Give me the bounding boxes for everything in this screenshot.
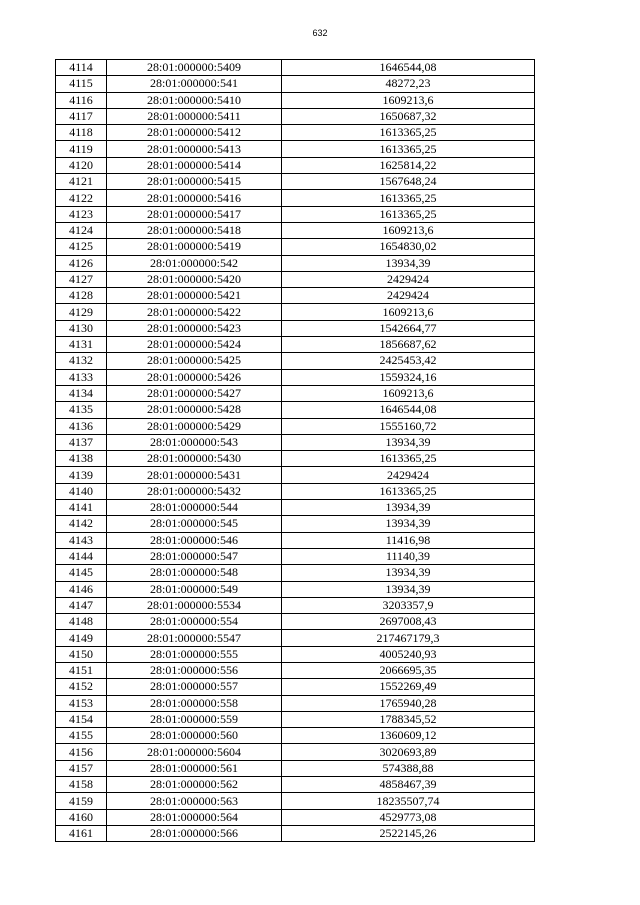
value-cell: 13934,39: [282, 255, 535, 271]
table-row: [56, 434, 535, 450]
table-row: [56, 825, 535, 841]
table-row: [56, 483, 535, 499]
cadastral-number-cell: 28:01:000000:5426: [107, 369, 282, 385]
value-cell: 13934,39: [282, 434, 535, 450]
cadastral-number-cell: 28:01:000000:561: [107, 760, 282, 776]
value-cell: 1613365,25: [282, 483, 535, 499]
value-cell: 1613365,25: [282, 125, 535, 141]
row-number-cell: 4150: [56, 646, 107, 662]
cadastral-number-cell: 28:01:000000:5428: [107, 402, 282, 418]
cadastral-number-cell: 28:01:000000:5411: [107, 108, 282, 124]
table-row: [56, 500, 535, 516]
row-number-cell: 4155: [56, 728, 107, 744]
value-cell: 48272,23: [282, 76, 535, 92]
value-cell: 11140,39: [282, 548, 535, 564]
cadastral-number-cell: 28:01:000000:548: [107, 565, 282, 581]
value-cell: 1613365,25: [282, 141, 535, 157]
table-row: [56, 467, 535, 483]
value-cell: 1646544,08: [282, 60, 535, 76]
value-cell: 2429424: [282, 271, 535, 287]
table-row: [56, 108, 535, 124]
table-row: [56, 320, 535, 336]
row-number-cell: 4135: [56, 402, 107, 418]
cadastral-number-cell: 28:01:000000:5604: [107, 744, 282, 760]
cadastral-number-cell: 28:01:000000:5413: [107, 141, 282, 157]
table-row: [56, 402, 535, 418]
row-number-cell: 4116: [56, 92, 107, 108]
cadastral-number-cell: 28:01:000000:543: [107, 434, 282, 450]
row-number-cell: 4158: [56, 777, 107, 793]
table-body: [56, 60, 535, 842]
row-number-cell: 4160: [56, 809, 107, 825]
cadastral-number-cell: 28:01:000000:559: [107, 711, 282, 727]
value-cell: 1609213,6: [282, 304, 535, 320]
table-row: [56, 662, 535, 678]
row-number-cell: 4117: [56, 108, 107, 124]
cadastral-number-cell: 28:01:000000:5534: [107, 597, 282, 613]
cadastral-value-table: [55, 59, 535, 842]
cadastral-number-cell: 28:01:000000:5431: [107, 467, 282, 483]
cadastral-number-cell: 28:01:000000:5418: [107, 222, 282, 238]
cadastral-number-cell: 28:01:000000:554: [107, 614, 282, 630]
cadastral-number-cell: 28:01:000000:5421: [107, 288, 282, 304]
row-number-cell: 4147: [56, 597, 107, 613]
value-cell: 217467179,3: [282, 630, 535, 646]
table-row: [56, 239, 535, 255]
table-row: [56, 222, 535, 238]
cadastral-number-cell: 28:01:000000:563: [107, 793, 282, 809]
value-cell: 1765940,28: [282, 695, 535, 711]
row-number-cell: 4132: [56, 353, 107, 369]
value-cell: 13934,39: [282, 500, 535, 516]
table-row: [56, 695, 535, 711]
cadastral-number-cell: 28:01:000000:562: [107, 777, 282, 793]
row-number-cell: 4137: [56, 434, 107, 450]
table-row: [56, 271, 535, 287]
row-number-cell: 4121: [56, 174, 107, 190]
table-row: [56, 548, 535, 564]
cadastral-number-cell: 28:01:000000:547: [107, 548, 282, 564]
cadastral-number-cell: 28:01:000000:5415: [107, 174, 282, 190]
row-number-cell: 4145: [56, 565, 107, 581]
row-number-cell: 4119: [56, 141, 107, 157]
value-cell: 1654830,02: [282, 239, 535, 255]
value-cell: 1559324,16: [282, 369, 535, 385]
row-number-cell: 4144: [56, 548, 107, 564]
row-number-cell: 4151: [56, 662, 107, 678]
row-number-cell: 4138: [56, 451, 107, 467]
value-cell: 13934,39: [282, 516, 535, 532]
row-number-cell: 4146: [56, 581, 107, 597]
value-cell: 1613365,25: [282, 206, 535, 222]
table-row: [56, 679, 535, 695]
value-cell: 3020693,89: [282, 744, 535, 760]
row-number-cell: 4130: [56, 320, 107, 336]
value-cell: 11416,98: [282, 532, 535, 548]
cadastral-number-cell: 28:01:000000:556: [107, 662, 282, 678]
table-row: [56, 385, 535, 401]
table-row: [56, 369, 535, 385]
cadastral-number-cell: 28:01:000000:5427: [107, 385, 282, 401]
value-cell: 2066695,35: [282, 662, 535, 678]
row-number-cell: 4122: [56, 190, 107, 206]
value-cell: 1613365,25: [282, 190, 535, 206]
row-number-cell: 4133: [56, 369, 107, 385]
cadastral-number-cell: 28:01:000000:542: [107, 255, 282, 271]
value-cell: 1613365,25: [282, 451, 535, 467]
row-number-cell: 4127: [56, 271, 107, 287]
value-cell: 574388,88: [282, 760, 535, 776]
table-row: [56, 304, 535, 320]
table-row: [56, 206, 535, 222]
table-row: [56, 809, 535, 825]
table-row: [56, 516, 535, 532]
value-cell: 13934,39: [282, 581, 535, 597]
table-row: [56, 288, 535, 304]
value-cell: 1360609,12: [282, 728, 535, 744]
cadastral-number-cell: 28:01:000000:558: [107, 695, 282, 711]
row-number-cell: 4152: [56, 679, 107, 695]
cadastral-number-cell: 28:01:000000:5547: [107, 630, 282, 646]
table-row: [56, 451, 535, 467]
table-row: [56, 532, 535, 548]
cadastral-number-cell: 28:01:000000:5414: [107, 157, 282, 173]
table-row: [56, 777, 535, 793]
value-cell: 1856687,62: [282, 337, 535, 353]
row-number-cell: 4125: [56, 239, 107, 255]
row-number-cell: 4156: [56, 744, 107, 760]
table-row: [56, 711, 535, 727]
row-number-cell: 4153: [56, 695, 107, 711]
cadastral-number-cell: 28:01:000000:560: [107, 728, 282, 744]
cadastral-number-cell: 28:01:000000:5409: [107, 60, 282, 76]
cadastral-number-cell: 28:01:000000:5430: [107, 451, 282, 467]
row-number-cell: 4139: [56, 467, 107, 483]
cadastral-number-cell: 28:01:000000:5417: [107, 206, 282, 222]
row-number-cell: 4115: [56, 76, 107, 92]
table-row: [56, 793, 535, 809]
cadastral-number-cell: 28:01:000000:549: [107, 581, 282, 597]
value-cell: 13934,39: [282, 565, 535, 581]
table-row: [56, 141, 535, 157]
value-cell: 2429424: [282, 288, 535, 304]
cadastral-number-cell: 28:01:000000:546: [107, 532, 282, 548]
table-row: [56, 581, 535, 597]
cadastral-number-cell: 28:01:000000:5432: [107, 483, 282, 499]
cadastral-number-cell: 28:01:000000:5410: [107, 92, 282, 108]
row-number-cell: 4131: [56, 337, 107, 353]
value-cell: 18235507,74: [282, 793, 535, 809]
value-cell: 3203357,9: [282, 597, 535, 613]
row-number-cell: 4141: [56, 500, 107, 516]
row-number-cell: 4142: [56, 516, 107, 532]
row-number-cell: 4134: [56, 385, 107, 401]
table-row: [56, 157, 535, 173]
cadastral-number-cell: 28:01:000000:5423: [107, 320, 282, 336]
table-row: [56, 337, 535, 353]
row-number-cell: 4148: [56, 614, 107, 630]
cadastral-number-cell: 28:01:000000:566: [107, 825, 282, 841]
value-cell: 2697008,43: [282, 614, 535, 630]
value-cell: 1542664,77: [282, 320, 535, 336]
row-number-cell: 4161: [56, 825, 107, 841]
value-cell: 1609213,6: [282, 385, 535, 401]
row-number-cell: 4120: [56, 157, 107, 173]
table-row: [56, 125, 535, 141]
value-cell: 1567648,24: [282, 174, 535, 190]
cadastral-number-cell: 28:01:000000:557: [107, 679, 282, 695]
row-number-cell: 4136: [56, 418, 107, 434]
table-row: [56, 728, 535, 744]
value-cell: 1646544,08: [282, 402, 535, 418]
value-cell: 2425453,42: [282, 353, 535, 369]
row-number-cell: 4143: [56, 532, 107, 548]
cadastral-number-cell: 28:01:000000:541: [107, 76, 282, 92]
table-row: [56, 174, 535, 190]
cadastral-number-cell: 28:01:000000:5424: [107, 337, 282, 353]
table-row: [56, 190, 535, 206]
row-number-cell: 4128: [56, 288, 107, 304]
value-cell: 1788345,52: [282, 711, 535, 727]
value-cell: 1650687,32: [282, 108, 535, 124]
table-row: [56, 630, 535, 646]
cadastral-number-cell: 28:01:000000:5412: [107, 125, 282, 141]
row-number-cell: 4124: [56, 222, 107, 238]
cadastral-number-cell: 28:01:000000:555: [107, 646, 282, 662]
table-row: [56, 597, 535, 613]
row-number-cell: 4126: [56, 255, 107, 271]
value-cell: 1625814,22: [282, 157, 535, 173]
row-number-cell: 4123: [56, 206, 107, 222]
cadastral-number-cell: 28:01:000000:5429: [107, 418, 282, 434]
value-cell: 1552269,49: [282, 679, 535, 695]
cadastral-number-cell: 28:01:000000:5422: [107, 304, 282, 320]
table-row: [56, 353, 535, 369]
table-row: [56, 614, 535, 630]
table-row: [56, 418, 535, 434]
table-row: [56, 76, 535, 92]
value-cell: 4005240,93: [282, 646, 535, 662]
row-number-cell: 4159: [56, 793, 107, 809]
row-number-cell: 4154: [56, 711, 107, 727]
cadastral-number-cell: 28:01:000000:5416: [107, 190, 282, 206]
cadastral-number-cell: 28:01:000000:5425: [107, 353, 282, 369]
row-number-cell: 4149: [56, 630, 107, 646]
row-number-cell: 4118: [56, 125, 107, 141]
row-number-cell: 4114: [56, 60, 107, 76]
page-number: 632: [312, 28, 328, 38]
value-cell: 2429424: [282, 467, 535, 483]
value-cell: 1609213,6: [282, 92, 535, 108]
table-row: [56, 255, 535, 271]
value-cell: 2522145,26: [282, 825, 535, 841]
cadastral-number-cell: 28:01:000000:544: [107, 500, 282, 516]
table-row: [56, 565, 535, 581]
cadastral-number-cell: 28:01:000000:564: [107, 809, 282, 825]
row-number-cell: 4157: [56, 760, 107, 776]
cadastral-number-cell: 28:01:000000:5420: [107, 271, 282, 287]
table-row: [56, 744, 535, 760]
table-row: [56, 646, 535, 662]
value-cell: 4858467,39: [282, 777, 535, 793]
table-row: [56, 60, 535, 76]
value-cell: 1609213,6: [282, 222, 535, 238]
table-row: [56, 92, 535, 108]
row-number-cell: 4129: [56, 304, 107, 320]
cadastral-number-cell: 28:01:000000:545: [107, 516, 282, 532]
value-cell: 1555160,72: [282, 418, 535, 434]
value-cell: 4529773,08: [282, 809, 535, 825]
cadastral-number-cell: 28:01:000000:5419: [107, 239, 282, 255]
row-number-cell: 4140: [56, 483, 107, 499]
table-row: [56, 760, 535, 776]
